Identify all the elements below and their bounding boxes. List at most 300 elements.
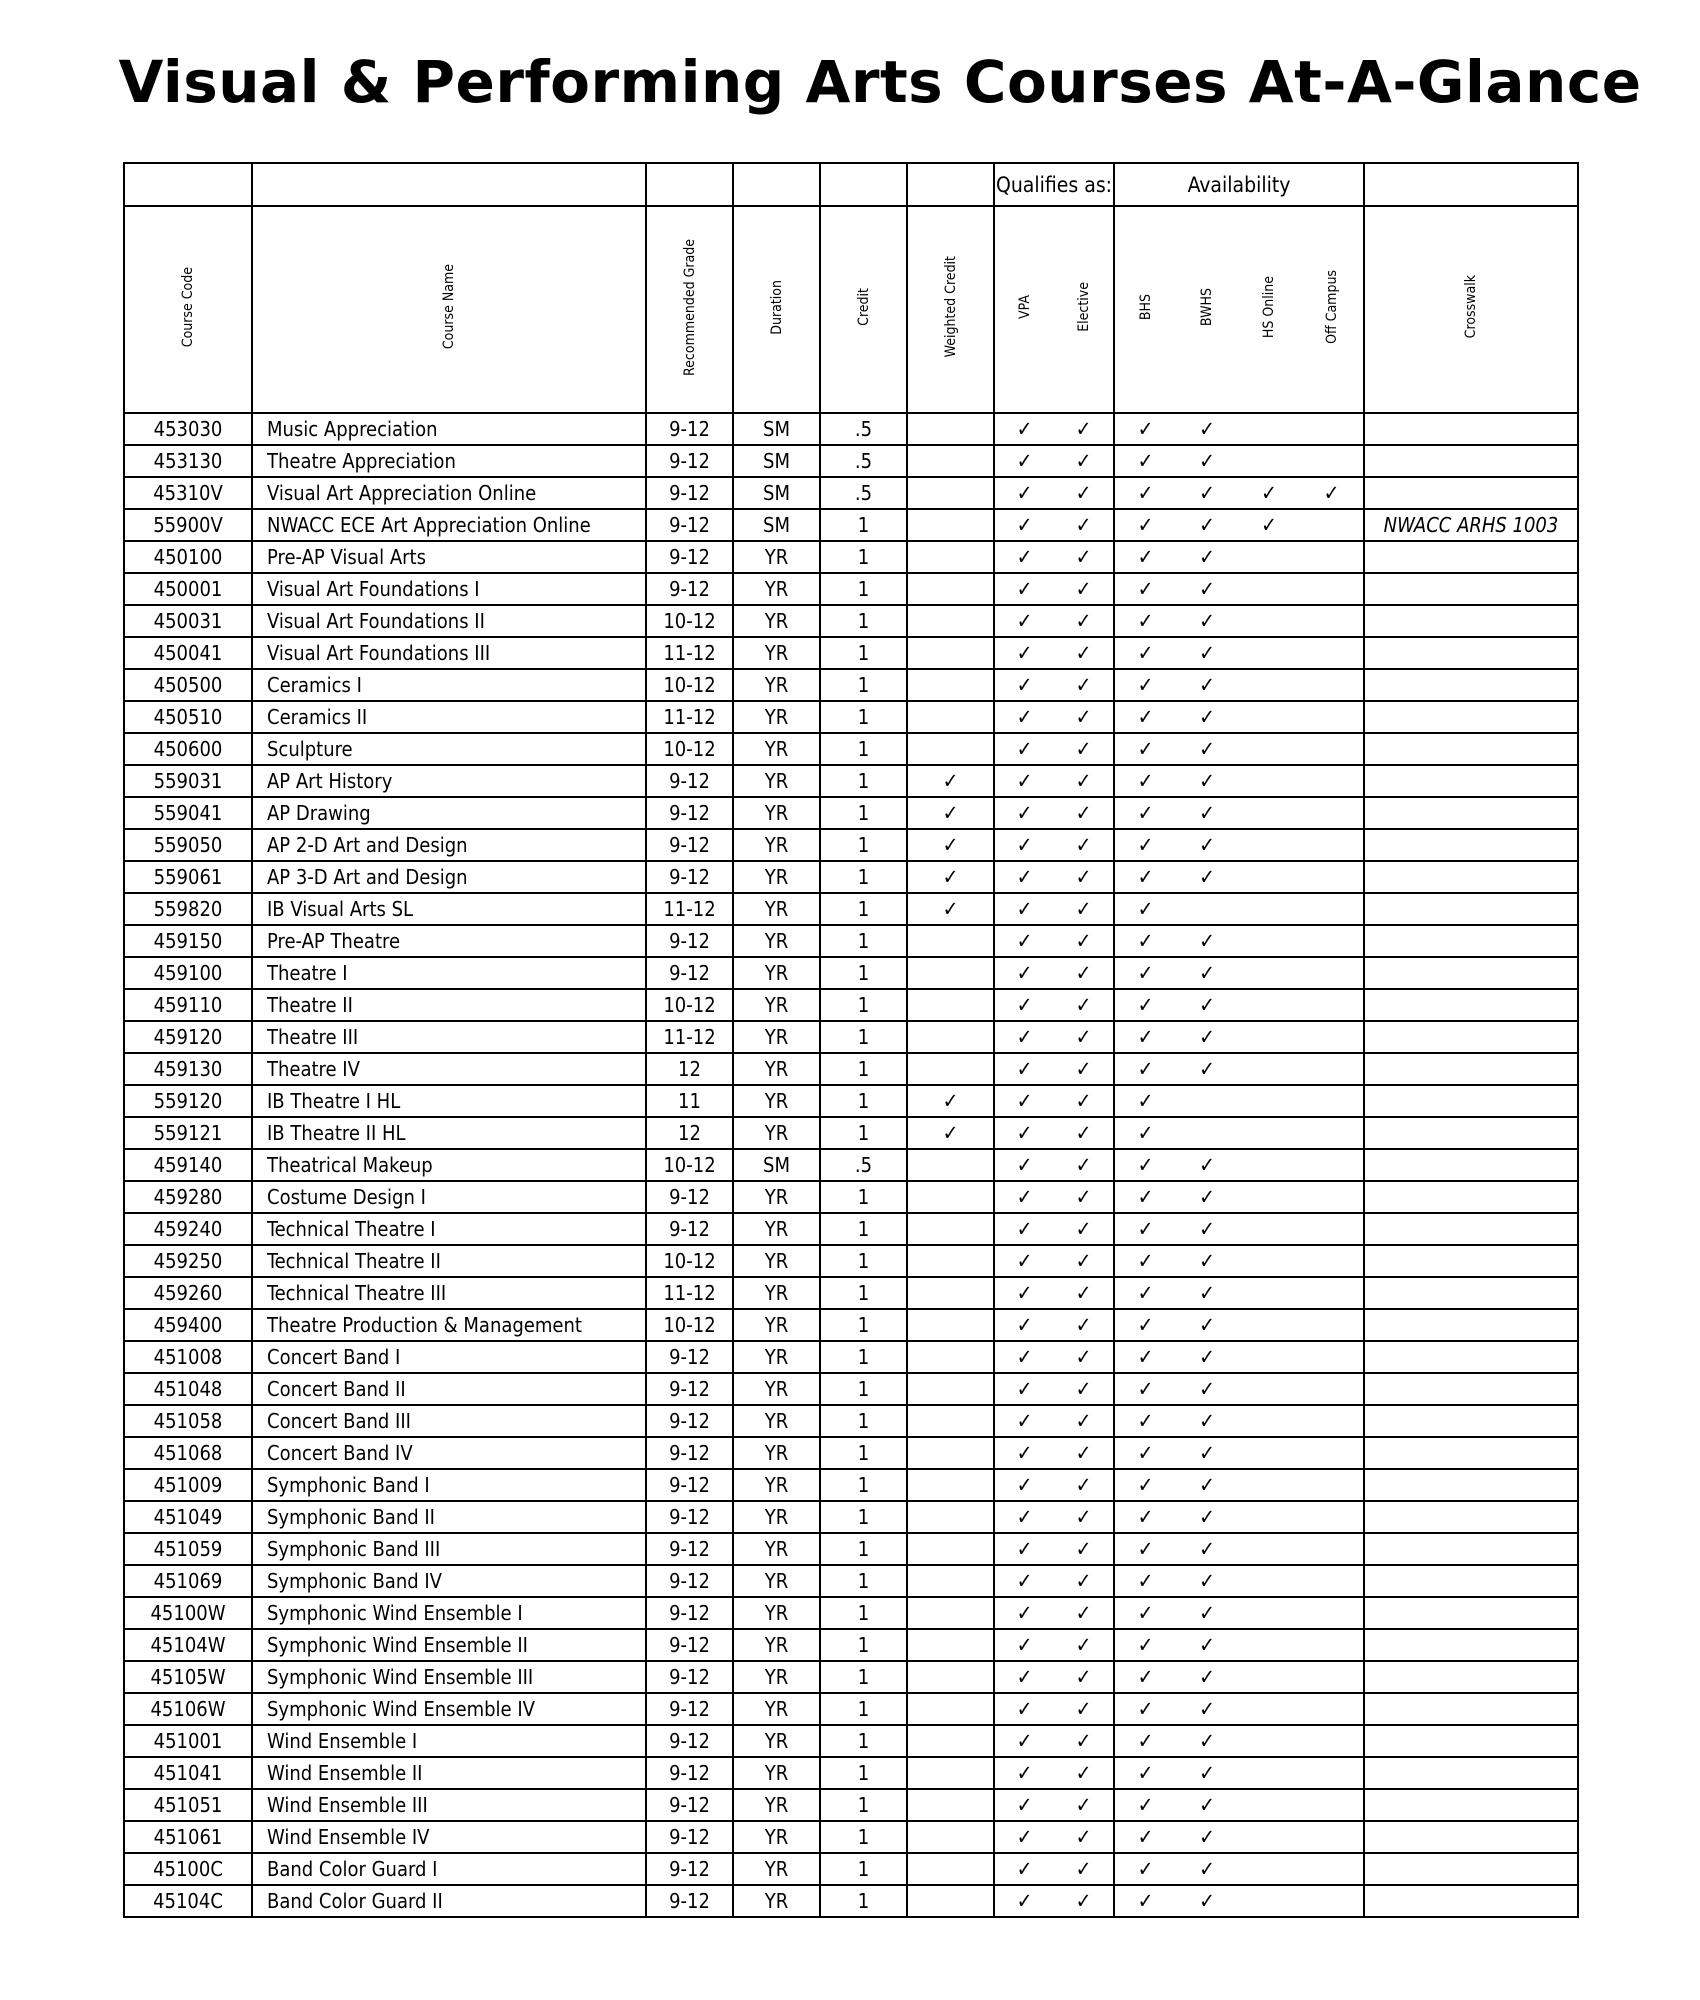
weighted-check (907, 1789, 994, 1821)
table-row (124, 605, 1578, 637)
vpa-check: ✓ (994, 1725, 1054, 1757)
hs-online-check (1238, 1885, 1300, 1917)
off-campus-check (1300, 1149, 1364, 1181)
grade: 9-12 (646, 1853, 733, 1885)
vpa-check: ✓ (994, 1053, 1054, 1085)
off-campus-check (1300, 669, 1364, 701)
weighted-check (907, 957, 994, 989)
bhs-check: ✓ (1114, 1693, 1176, 1725)
bhs-check: ✓ (1114, 1277, 1176, 1309)
course-name: Band Color Guard I (252, 1853, 646, 1885)
elective-check: ✓ (1054, 925, 1114, 957)
hs-online-check (1238, 1565, 1300, 1597)
vpa-check: ✓ (994, 1437, 1054, 1469)
duration: YR (733, 637, 820, 669)
bhs-check: ✓ (1114, 1181, 1176, 1213)
duration: YR (733, 829, 820, 861)
weighted-check (907, 733, 994, 765)
course-code: 450600 (124, 733, 252, 765)
table-row (124, 637, 1578, 669)
course-code: 451008 (124, 1341, 252, 1373)
course-code: 459130 (124, 1053, 252, 1085)
credit: 1 (820, 509, 907, 541)
bhs-check: ✓ (1114, 1757, 1176, 1789)
bwhs-check: ✓ (1176, 765, 1238, 797)
crosswalk (1364, 1821, 1578, 1853)
elective-check: ✓ (1054, 957, 1114, 989)
duration: YR (733, 861, 820, 893)
grade: 9-12 (646, 1501, 733, 1533)
table-row (124, 669, 1578, 701)
weighted-check (907, 1565, 994, 1597)
credit: 1 (820, 701, 907, 733)
bwhs-check: ✓ (1176, 1597, 1238, 1629)
duration: YR (733, 1309, 820, 1341)
elective-check: ✓ (1054, 765, 1114, 797)
course-name: IB Theatre II HL (252, 1117, 646, 1149)
group-header-row (124, 163, 1578, 206)
course-code: 450500 (124, 669, 252, 701)
elective-check: ✓ (1054, 1373, 1114, 1405)
duration: YR (733, 1437, 820, 1469)
credit: 1 (820, 797, 907, 829)
crosswalk (1364, 1245, 1578, 1277)
vpa-check: ✓ (994, 669, 1054, 701)
courses-table (123, 162, 1579, 1918)
course-name: Theatre II (252, 989, 646, 1021)
off-campus-check (1300, 1501, 1364, 1533)
table-row (124, 445, 1578, 477)
hs-online-check (1238, 669, 1300, 701)
credit: 1 (820, 893, 907, 925)
course-name: Pre-AP Theatre (252, 925, 646, 957)
course-name: Concert Band III (252, 1405, 646, 1437)
off-campus-check (1300, 1469, 1364, 1501)
col-header-duration: Duration (733, 206, 820, 413)
hs-online-check (1238, 445, 1300, 477)
elective-check: ✓ (1054, 893, 1114, 925)
duration: YR (733, 1469, 820, 1501)
table-body (124, 413, 1578, 1917)
off-campus-check (1300, 1245, 1364, 1277)
hs-online-check (1238, 1181, 1300, 1213)
crosswalk (1364, 701, 1578, 733)
bhs-check: ✓ (1114, 1405, 1176, 1437)
off-campus-check (1300, 1885, 1364, 1917)
grade: 9-12 (646, 1885, 733, 1917)
hs-online-check (1238, 413, 1300, 445)
duration: SM (733, 1149, 820, 1181)
col-header-crosswalk: Crosswalk (1364, 206, 1578, 413)
course-code: 459280 (124, 1181, 252, 1213)
vpa-check: ✓ (994, 1277, 1054, 1309)
grade: 9-12 (646, 925, 733, 957)
hs-online-check (1238, 1117, 1300, 1149)
weighted-check (907, 925, 994, 957)
bwhs-check: ✓ (1176, 637, 1238, 669)
bwhs-check: ✓ (1176, 861, 1238, 893)
off-campus-check (1300, 1341, 1364, 1373)
course-code: 559120 (124, 1085, 252, 1117)
course-name: Technical Theatre II (252, 1245, 646, 1277)
course-code: 45104C (124, 1885, 252, 1917)
hs-online-check (1238, 1693, 1300, 1725)
table-row (124, 1757, 1578, 1789)
table-header (124, 163, 1578, 413)
vpa-check: ✓ (994, 797, 1054, 829)
vpa-check: ✓ (994, 1565, 1054, 1597)
duration: YR (733, 1053, 820, 1085)
bhs-check: ✓ (1114, 893, 1176, 925)
bwhs-check: ✓ (1176, 733, 1238, 765)
table-row (124, 573, 1578, 605)
vpa-check: ✓ (994, 765, 1054, 797)
grade: 9-12 (646, 1629, 733, 1661)
crosswalk (1364, 541, 1578, 573)
duration: YR (733, 1693, 820, 1725)
table-row (124, 733, 1578, 765)
hs-online-check (1238, 1597, 1300, 1629)
bhs-check: ✓ (1114, 1245, 1176, 1277)
bwhs-check: ✓ (1176, 1821, 1238, 1853)
bhs-check: ✓ (1114, 1309, 1176, 1341)
off-campus-check (1300, 1181, 1364, 1213)
credit: 1 (820, 541, 907, 573)
vpa-check: ✓ (994, 637, 1054, 669)
hs-online-check (1238, 861, 1300, 893)
bwhs-check: ✓ (1176, 605, 1238, 637)
off-campus-check (1300, 1629, 1364, 1661)
elective-check: ✓ (1054, 797, 1114, 829)
bwhs-check: ✓ (1176, 1469, 1238, 1501)
weighted-check (907, 1853, 994, 1885)
duration: SM (733, 445, 820, 477)
grade: 11-12 (646, 701, 733, 733)
course-code: 45310V (124, 477, 252, 509)
weighted-check (907, 509, 994, 541)
course-code: 45100W (124, 1597, 252, 1629)
grade: 11 (646, 1085, 733, 1117)
course-name: Symphonic Wind Ensemble II (252, 1629, 646, 1661)
off-campus-check (1300, 733, 1364, 765)
course-name: Ceramics II (252, 701, 646, 733)
crosswalk (1364, 1085, 1578, 1117)
grade: 9-12 (646, 541, 733, 573)
elective-check: ✓ (1054, 1469, 1114, 1501)
credit: 1 (820, 1693, 907, 1725)
credit: 1 (820, 573, 907, 605)
hs-online-check (1238, 733, 1300, 765)
bhs-check: ✓ (1114, 509, 1176, 541)
course-name: Concert Band I (252, 1341, 646, 1373)
bwhs-check: ✓ (1176, 1405, 1238, 1437)
grade: 9-12 (646, 1565, 733, 1597)
weighted-check (907, 605, 994, 637)
vpa-check: ✓ (994, 925, 1054, 957)
course-code: 459260 (124, 1277, 252, 1309)
course-name: Ceramics I (252, 669, 646, 701)
weighted-check (907, 445, 994, 477)
table-row (124, 1469, 1578, 1501)
bwhs-check: ✓ (1176, 573, 1238, 605)
elective-check: ✓ (1054, 1309, 1114, 1341)
hs-online-check (1238, 1533, 1300, 1565)
hs-online-check (1238, 829, 1300, 861)
course-name: NWACC ECE Art Appreciation Online (252, 509, 646, 541)
crosswalk (1364, 445, 1578, 477)
crosswalk (1364, 1501, 1578, 1533)
table-row (124, 893, 1578, 925)
vpa-check: ✓ (994, 829, 1054, 861)
vpa-check: ✓ (994, 1245, 1054, 1277)
credit: 1 (820, 1085, 907, 1117)
course-name: Visual Art Appreciation Online (252, 477, 646, 509)
course-code: 450001 (124, 573, 252, 605)
credit: 1 (820, 1405, 907, 1437)
credit: 1 (820, 1565, 907, 1597)
duration: YR (733, 1213, 820, 1245)
course-code: 453030 (124, 413, 252, 445)
hs-online-check (1238, 1469, 1300, 1501)
bwhs-check: ✓ (1176, 701, 1238, 733)
grade: 9-12 (646, 1821, 733, 1853)
course-code: 451051 (124, 1789, 252, 1821)
table-row (124, 1053, 1578, 1085)
vpa-check: ✓ (994, 477, 1054, 509)
availability-group-header: Availability (1114, 163, 1364, 206)
crosswalk (1364, 893, 1578, 925)
crosswalk (1364, 829, 1578, 861)
elective-check: ✓ (1054, 1405, 1114, 1437)
course-code: 459110 (124, 989, 252, 1021)
course-name: Symphonic Band II (252, 1501, 646, 1533)
hs-online-check (1238, 1501, 1300, 1533)
grade: 9-12 (646, 1341, 733, 1373)
course-name: Concert Band II (252, 1373, 646, 1405)
hs-online-check (1238, 989, 1300, 1021)
hs-online-check (1238, 573, 1300, 605)
crosswalk (1364, 1341, 1578, 1373)
grade: 10-12 (646, 605, 733, 637)
bwhs-check: ✓ (1176, 829, 1238, 861)
elective-check: ✓ (1054, 861, 1114, 893)
table-row (124, 413, 1578, 445)
crosswalk (1364, 1789, 1578, 1821)
bhs-check: ✓ (1114, 1469, 1176, 1501)
weighted-check (907, 1021, 994, 1053)
bwhs-check: ✓ (1176, 1501, 1238, 1533)
off-campus-check (1300, 1725, 1364, 1757)
hs-online-check (1238, 1149, 1300, 1181)
off-campus-check (1300, 1437, 1364, 1469)
bwhs-check: ✓ (1176, 509, 1238, 541)
crosswalk (1364, 989, 1578, 1021)
grade: 9-12 (646, 413, 733, 445)
crosswalk (1364, 957, 1578, 989)
weighted-check (907, 413, 994, 445)
off-campus-check (1300, 1757, 1364, 1789)
course-code: 459240 (124, 1213, 252, 1245)
course-code: 45106W (124, 1693, 252, 1725)
grade: 10-12 (646, 1149, 733, 1181)
bwhs-check: ✓ (1176, 1789, 1238, 1821)
bhs-check: ✓ (1114, 1021, 1176, 1053)
grade: 10-12 (646, 1245, 733, 1277)
credit: .5 (820, 445, 907, 477)
table-row (124, 1405, 1578, 1437)
elective-check: ✓ (1054, 1853, 1114, 1885)
credit: 1 (820, 1021, 907, 1053)
duration: YR (733, 1597, 820, 1629)
weighted-check (907, 1821, 994, 1853)
credit: 1 (820, 1277, 907, 1309)
bwhs-check: ✓ (1176, 1693, 1238, 1725)
course-name: Theatre Appreciation (252, 445, 646, 477)
off-campus-check (1300, 1277, 1364, 1309)
weighted-check (907, 1885, 994, 1917)
duration: YR (733, 1661, 820, 1693)
grade: 11-12 (646, 893, 733, 925)
crosswalk (1364, 669, 1578, 701)
crosswalk (1364, 573, 1578, 605)
credit: 1 (820, 669, 907, 701)
grade: 9-12 (646, 861, 733, 893)
vpa-check: ✓ (994, 1693, 1054, 1725)
duration: YR (733, 1341, 820, 1373)
vpa-check: ✓ (994, 1597, 1054, 1629)
bwhs-check: ✓ (1176, 1757, 1238, 1789)
elective-check: ✓ (1054, 1501, 1114, 1533)
table-row (124, 1437, 1578, 1469)
credit: 1 (820, 1661, 907, 1693)
elective-check: ✓ (1054, 1213, 1114, 1245)
duration: YR (733, 957, 820, 989)
grade: 10-12 (646, 669, 733, 701)
elective-check: ✓ (1054, 1021, 1114, 1053)
bhs-check: ✓ (1114, 1501, 1176, 1533)
weighted-check: ✓ (907, 1117, 994, 1149)
qualifies-group-header: Qualifies as: (994, 163, 1114, 206)
weighted-check (907, 477, 994, 509)
off-campus-check (1300, 445, 1364, 477)
crosswalk (1364, 797, 1578, 829)
vpa-check: ✓ (994, 413, 1054, 445)
duration: YR (733, 1533, 820, 1565)
off-campus-check (1300, 1789, 1364, 1821)
off-campus-check (1300, 1405, 1364, 1437)
hs-online-check (1238, 1053, 1300, 1085)
credit: 1 (820, 1629, 907, 1661)
course-code: 559061 (124, 861, 252, 893)
off-campus-check (1300, 1021, 1364, 1053)
course-code: 450100 (124, 541, 252, 573)
credit: 1 (820, 861, 907, 893)
grade: 9-12 (646, 1661, 733, 1693)
hs-online-check (1238, 1437, 1300, 1469)
table-row (124, 797, 1578, 829)
elective-check: ✓ (1054, 1565, 1114, 1597)
weighted-check (907, 1181, 994, 1213)
weighted-check: ✓ (907, 797, 994, 829)
grade: 9-12 (646, 1373, 733, 1405)
bhs-check: ✓ (1114, 1821, 1176, 1853)
off-campus-check (1300, 637, 1364, 669)
table-row (124, 925, 1578, 957)
col-header-vpa: VPA (994, 206, 1054, 413)
bhs-check: ✓ (1114, 1885, 1176, 1917)
elective-check: ✓ (1054, 1757, 1114, 1789)
course-name: AP 2-D Art and Design (252, 829, 646, 861)
weighted-check: ✓ (907, 1085, 994, 1117)
course-code: 459120 (124, 1021, 252, 1053)
grade: 9-12 (646, 1533, 733, 1565)
weighted-check (907, 1053, 994, 1085)
table-row (124, 1277, 1578, 1309)
course-name: Visual Art Foundations I (252, 573, 646, 605)
vpa-check: ✓ (994, 573, 1054, 605)
crosswalk (1364, 1053, 1578, 1085)
duration: YR (733, 1757, 820, 1789)
bhs-check: ✓ (1114, 1149, 1176, 1181)
bwhs-check: ✓ (1176, 413, 1238, 445)
table-row (124, 957, 1578, 989)
table-row (124, 1885, 1578, 1917)
vpa-check: ✓ (994, 1309, 1054, 1341)
vpa-check: ✓ (994, 1213, 1054, 1245)
elective-check: ✓ (1054, 989, 1114, 1021)
course-code: 450041 (124, 637, 252, 669)
elective-check: ✓ (1054, 445, 1114, 477)
course-name: Symphonic Band I (252, 1469, 646, 1501)
grade: 9-12 (646, 1181, 733, 1213)
col-header-grade: Recommended Grade (646, 206, 733, 413)
course-code: 459100 (124, 957, 252, 989)
course-name: Symphonic Band III (252, 1533, 646, 1565)
off-campus-check (1300, 1085, 1364, 1117)
bhs-check: ✓ (1114, 701, 1176, 733)
bwhs-check: ✓ (1176, 541, 1238, 573)
bhs-check: ✓ (1114, 1053, 1176, 1085)
table-row (124, 1725, 1578, 1757)
credit: 1 (820, 1597, 907, 1629)
off-campus-check (1300, 509, 1364, 541)
course-name: Symphonic Wind Ensemble I (252, 1597, 646, 1629)
elective-check: ✓ (1054, 509, 1114, 541)
bwhs-check: ✓ (1176, 1565, 1238, 1597)
duration: YR (733, 893, 820, 925)
col-header-hs-online: HS Online (1238, 206, 1300, 413)
column-header-row (124, 206, 1578, 413)
elective-check: ✓ (1054, 1821, 1114, 1853)
vpa-check: ✓ (994, 541, 1054, 573)
grade: 9-12 (646, 1469, 733, 1501)
col-header-off-campus: Off Campus (1300, 206, 1364, 413)
crosswalk (1364, 1277, 1578, 1309)
course-code: 451069 (124, 1565, 252, 1597)
vpa-check: ✓ (994, 1117, 1054, 1149)
hs-online-check (1238, 1213, 1300, 1245)
table-row (124, 861, 1578, 893)
hs-online-check (1238, 1373, 1300, 1405)
off-campus-check (1300, 1533, 1364, 1565)
vpa-check: ✓ (994, 1181, 1054, 1213)
duration: YR (733, 797, 820, 829)
duration: YR (733, 733, 820, 765)
weighted-check (907, 1309, 994, 1341)
weighted-check (907, 989, 994, 1021)
bhs-check: ✓ (1114, 989, 1176, 1021)
bhs-check: ✓ (1114, 1661, 1176, 1693)
